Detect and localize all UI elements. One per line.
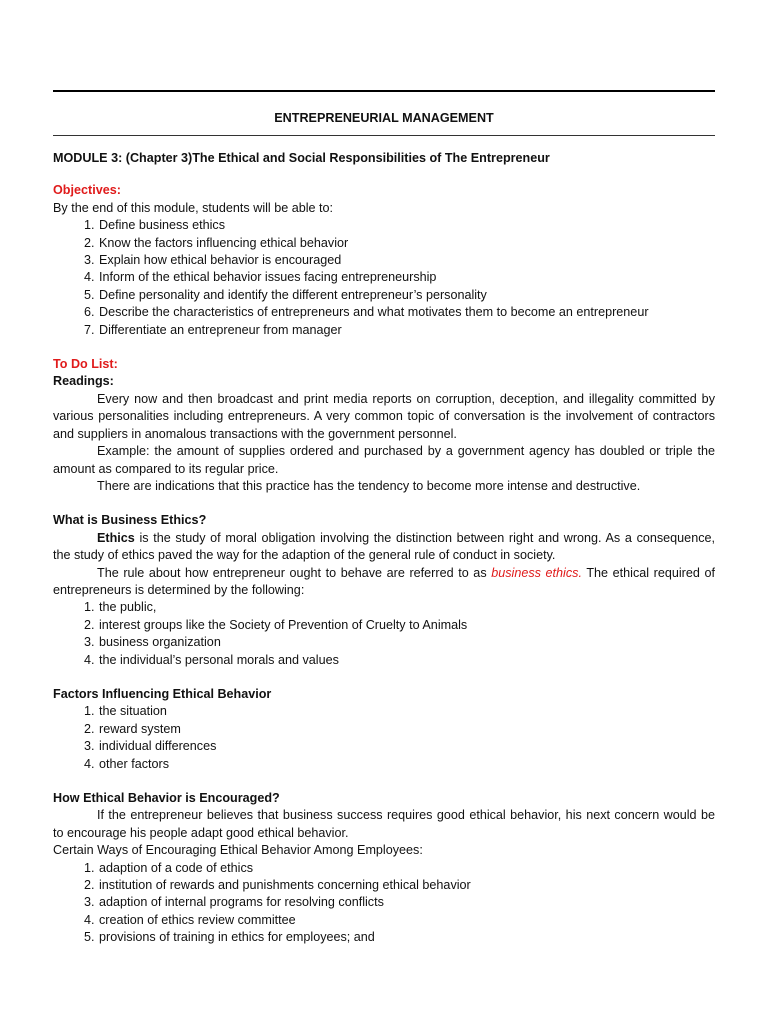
- list-item: 2. institution of rewards and punishments concerning ethical behavior: [98, 877, 715, 894]
- list-item: 3. Explain how ethical behavior is encouraged: [98, 252, 715, 269]
- ethics-paragraph: The rule about how entrepreneur ought to behave are referred to as business ethics. The ethical required of entrepreneurs is determined by the following:: [53, 565, 715, 597]
- encouraged-list: [53, 860, 715, 947]
- readings-paragraph: There are indications that this practice has the tendency to become more intense and destructive.: [97, 478, 641, 493]
- objectives-intro: By the end of this module, students will be able to:: [53, 200, 334, 215]
- business-ethics-term: business ethics.: [491, 565, 582, 580]
- encouraged-paragraph: If the entrepreneur believes that business success requires good ethical behavior, his next concern would be to encourage his people adapt good ethical behavior.: [53, 808, 715, 840]
- list-item: 4. creation of ethics review committee: [98, 912, 715, 929]
- list-item: 3. individual differences: [98, 738, 715, 755]
- list-item: 2. interest groups like the Society of Prevention of Cruelty to Animals: [98, 617, 715, 634]
- top-rule: [53, 90, 715, 92]
- document-title: ENTREPRENEURIAL MANAGEMENT: [274, 111, 494, 125]
- title-underline: [53, 135, 715, 136]
- list-item: 1. Define business ethics: [98, 217, 715, 234]
- list-item: 5. Define personality and identify the different entrepreneur’s personality: [98, 287, 715, 304]
- list-item: 4. the individual’s personal morals and values: [98, 652, 715, 669]
- list-item: 1. the situation: [98, 703, 715, 720]
- todo-heading: To Do List:: [53, 357, 118, 372]
- factors-heading: Factors Influencing Ethical Behavior: [53, 686, 272, 701]
- list-item: 6. Describe the characteristics of entrepreneurs and what motivates them to become an entrepreneur: [98, 304, 715, 321]
- readings-paragraph: Every now and then broadcast and print media reports on corruption, deception, and illegality committed by various personalities including entrepreneurs. A very common topic of conversation is the involvement of contractors and suppliers in anomalous transactions with the government personnel.: [53, 391, 715, 441]
- list-item: 4. other factors: [98, 756, 715, 773]
- encouraged-heading: How Ethical Behavior is Encouraged?: [53, 791, 280, 805]
- objectives-list: [53, 217, 715, 339]
- list-item: 2. reward system: [98, 721, 715, 738]
- document-page: [53, 90, 715, 947]
- module-heading: MODULE 3: (Chapter 3)The Ethical and Social Responsibilities of The Entrepreneur: [53, 151, 550, 165]
- encouraged-intro: Certain Ways of Encouraging Ethical Behavior Among Employees:: [53, 843, 423, 858]
- ethics-heading: What is Business Ethics?: [53, 513, 207, 528]
- list-item: 2. Know the factors influencing ethical behavior: [98, 235, 715, 252]
- ethics-paragraph: Ethics is the study of moral obligation involving the distinction between right and wrong. As a consequence, the study of ethics paved the way for the adaption of the general rule of conduct in society.: [53, 530, 715, 563]
- list-item: 1. adaption of a code of ethics: [98, 860, 715, 877]
- list-item: 5. provisions of training in ethics for employees; and: [98, 929, 715, 946]
- factors-list: [53, 703, 715, 773]
- list-item: 7. Differentiate an entrepreneur from manager: [98, 322, 715, 339]
- readings-paragraph: Example: the amount of supplies ordered and purchased by a government agency has doubled or triple the amount as compared to its regular price.: [53, 444, 715, 476]
- list-item: 1. the public,: [98, 599, 715, 616]
- list-item: 3. business organization: [98, 634, 715, 651]
- list-item: 3. adaption of internal programs for resolving conflicts: [98, 894, 715, 911]
- readings-heading: Readings:: [53, 374, 114, 389]
- list-item: 4. Inform of the ethical behavior issues facing entrepreneurship: [98, 269, 715, 286]
- ethics-list: [53, 599, 715, 669]
- objectives-heading: Objectives:: [53, 183, 121, 198]
- ethics-term: Ethics: [97, 530, 135, 545]
